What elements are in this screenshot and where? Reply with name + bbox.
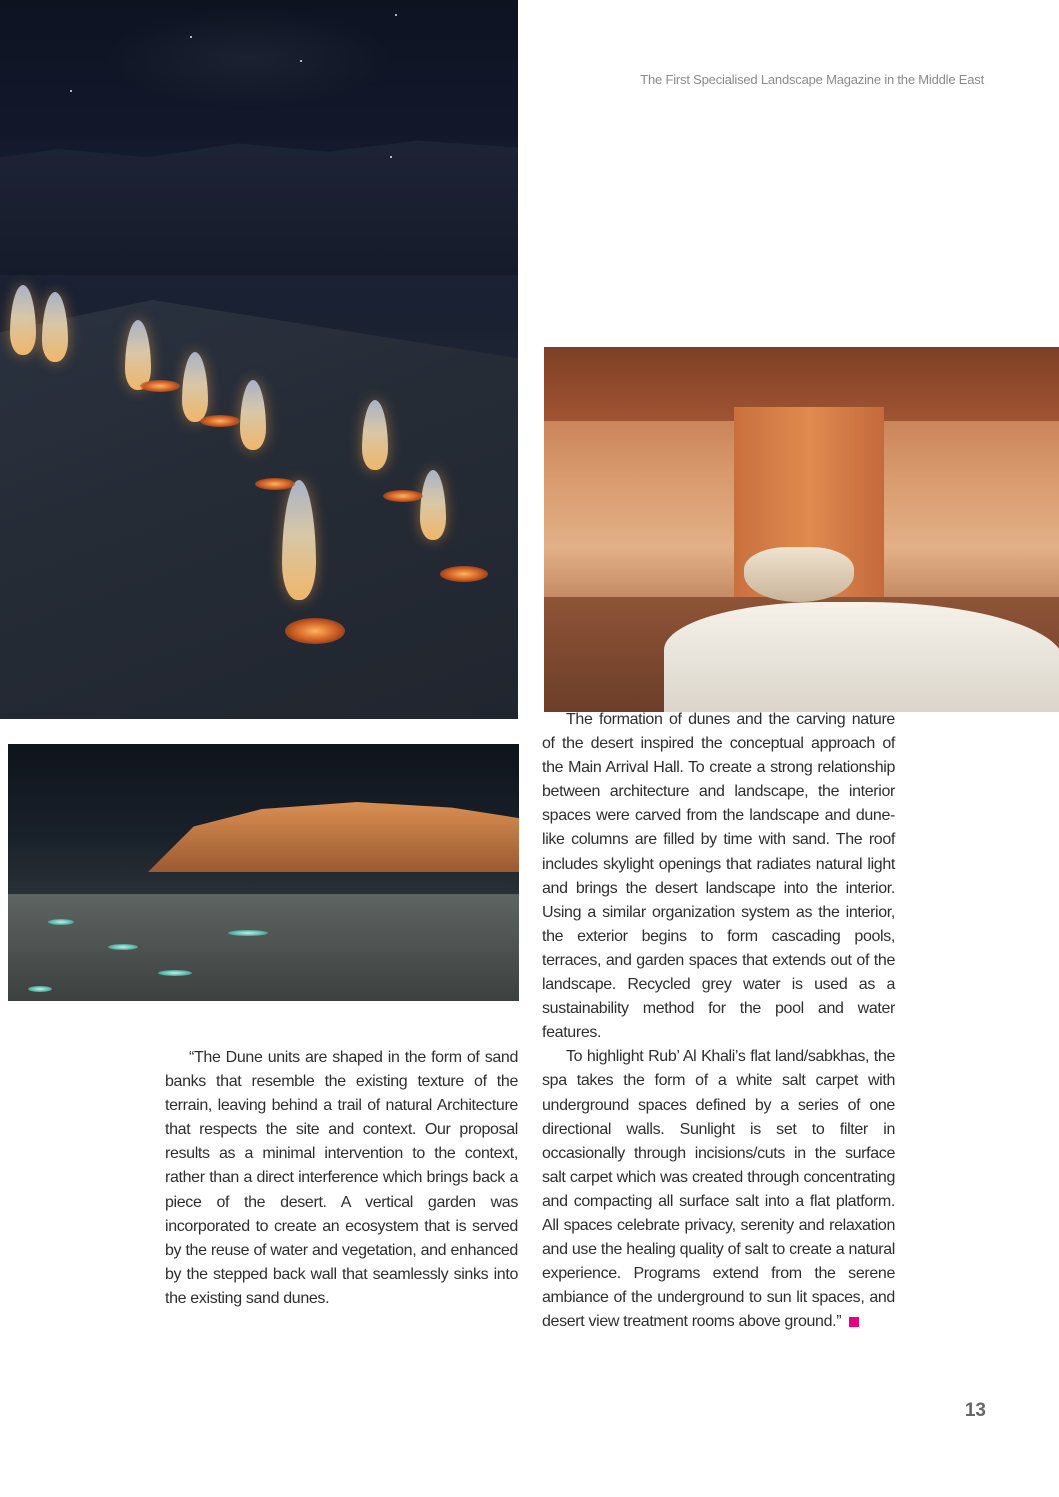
star xyxy=(190,36,192,38)
article-column-right xyxy=(542,708,895,1334)
pod-light xyxy=(285,618,345,644)
pod-light xyxy=(383,490,423,502)
pool-light xyxy=(158,970,192,976)
paragraph-with-end-mark xyxy=(542,1045,895,1334)
terraces xyxy=(8,894,519,1001)
pod-light xyxy=(440,566,488,582)
page-number: 13 xyxy=(964,1400,986,1421)
arrival-hall-night-photo xyxy=(8,744,519,1001)
end-of-article-mark xyxy=(849,1317,859,1327)
pool-light xyxy=(28,986,52,992)
dune-ridge xyxy=(0,135,518,275)
star xyxy=(395,14,397,16)
pod-light xyxy=(200,415,240,427)
pool-light xyxy=(108,944,138,950)
pod-light xyxy=(255,478,295,490)
star xyxy=(390,156,392,158)
star xyxy=(300,60,302,62)
desert-night-pods-photo xyxy=(0,0,518,719)
bed-linen xyxy=(664,602,1059,712)
dune-pod xyxy=(10,285,36,355)
paragraph: The formation of dunes and the carving nature of the desert inspired the conceptual approach of the Main Arrival Hall. To create a strong relationship between architecture and landscape, the interior spaces were carved from the landscape and dune-like columns are filled by time with sand. The roof includes skylight openings that radiates natural light and brings the desert landscape into the interior. Using a similar organization system as the interior, the exterior begins to form cascading pools, terraces, and garden spaces that extends out of the landscape. Recycled grey water is used as a sustainability method for the pool and water features. xyxy=(542,711,895,1042)
star xyxy=(70,90,72,92)
pool-light xyxy=(48,919,74,925)
dune-pod xyxy=(42,292,68,362)
magazine-tagline: The First Specialised Landscape Magazine in the Middle East xyxy=(640,72,984,87)
paragraph: To highlight Rub’ Al Khali’s flat land/sabkhas, the spa takes the form of a white salt carpet with underground spaces defined by a series of one directional walls. Sunlight is set to filter in occasionally through incisions/cuts in the surface salt carpet which was created through concentrating and compacting all surface salt into a flat platform. All spaces celebrate privacy, serenity and relaxation and use the healing quality of salt to create a natural experience. Programs extend from the serene ambiance of the underground to sun lit spaces, and desert view treatment rooms above ground.” xyxy=(542,1048,895,1331)
arrival-hall-roof xyxy=(148,802,519,872)
pool-light xyxy=(228,930,268,936)
pod-light xyxy=(140,380,180,392)
interior-bathtub-photo xyxy=(544,347,1059,712)
article-column-left xyxy=(165,1046,518,1311)
bathtub xyxy=(744,547,854,602)
paragraph: “The Dune units are shaped in the form of sand banks that resemble the existing texture of the terrain, leaving behind a trail of natural Architecture that respects the site and context. Our proposal results as a minimal intervention to the context, rather than a direct interference which brings back a piece of the desert. A vertical garden was incorporated to create an ecosystem that is served by the reuse of water and vegetation, and enhanced by the stepped back wall that seamlessly sinks into the existing sand dunes. xyxy=(165,1049,518,1307)
